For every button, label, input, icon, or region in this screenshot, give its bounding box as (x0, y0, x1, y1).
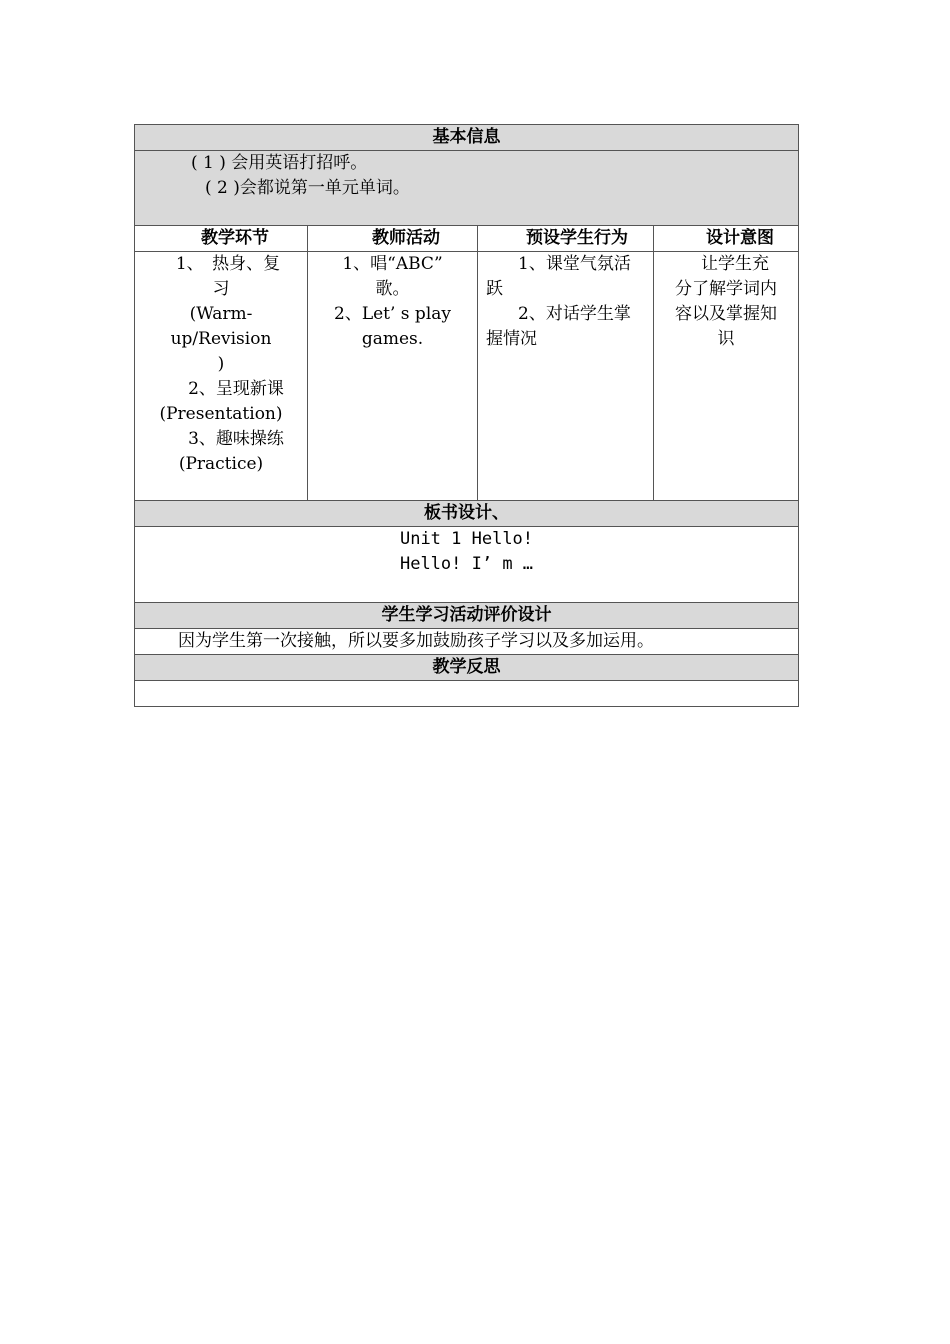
student-line: 2、对话学生掌 (518, 304, 631, 324)
board-design-header: 板书设计、 (135, 501, 799, 527)
stage-line: 3、趣味操练 (188, 429, 284, 449)
intent-line: 容以及掌握知 (675, 304, 777, 324)
stage-line: 1、 热身、复 (175, 254, 281, 274)
board-line: Unit 1 Hello! (399, 529, 534, 549)
stage-line: (Practice) (178, 454, 264, 474)
stage-line: 习 (212, 279, 230, 299)
evaluation-text: 因为学生第一次接触，所以要多加鼓励孩子学习以及多加运用。 (135, 629, 799, 655)
stage-line: ) (217, 354, 225, 374)
student-line: 握情况 (486, 329, 537, 349)
intent-line: 让学生充 (701, 254, 769, 274)
intent-line: 分了解学词内 (675, 279, 777, 299)
stage-line: (Warm-up/Revision (170, 304, 272, 349)
teacher-line: 歌。 (375, 279, 410, 299)
teacher-line: 2、Let’ s play (334, 304, 451, 324)
teacher-line: 1、唱“ABC” (342, 254, 443, 274)
stage-cell (135, 252, 308, 501)
intent-line: 识 (717, 329, 735, 349)
student-behavior-cell (478, 252, 654, 501)
objective-2: ( 2 )会都说第一单元单词。 (205, 178, 410, 198)
basic-info-header: 基本信息 (135, 125, 799, 151)
column-header-teacher: 教师活动 (308, 226, 478, 252)
column-header-intent: 设计意图 (654, 226, 799, 252)
column-header-student: 预设学生行为 (478, 226, 654, 252)
stage-line: 2、呈现新课 (188, 379, 284, 399)
teacher-line: games. (361, 329, 424, 349)
objective-1: ( 1 ) 会用英语打招呼。 (191, 153, 368, 173)
lesson-plan-table (134, 124, 799, 707)
teacher-activity-cell (308, 252, 478, 501)
board-design-content (135, 527, 799, 603)
evaluation-header: 学生学习活动评价设计 (135, 603, 799, 629)
board-line: Hello! I’ m … (399, 554, 534, 574)
student-line: 跃 (486, 279, 503, 299)
design-intent-cell (654, 252, 799, 501)
stage-line: (Presentation) (159, 404, 283, 424)
reflection-header: 教学反思 (135, 655, 799, 681)
column-header-stage: 教学环节 (135, 226, 308, 252)
reflection-content (135, 681, 799, 707)
student-line: 1、课堂气氛活 (518, 254, 631, 274)
objectives-cell (135, 151, 799, 226)
